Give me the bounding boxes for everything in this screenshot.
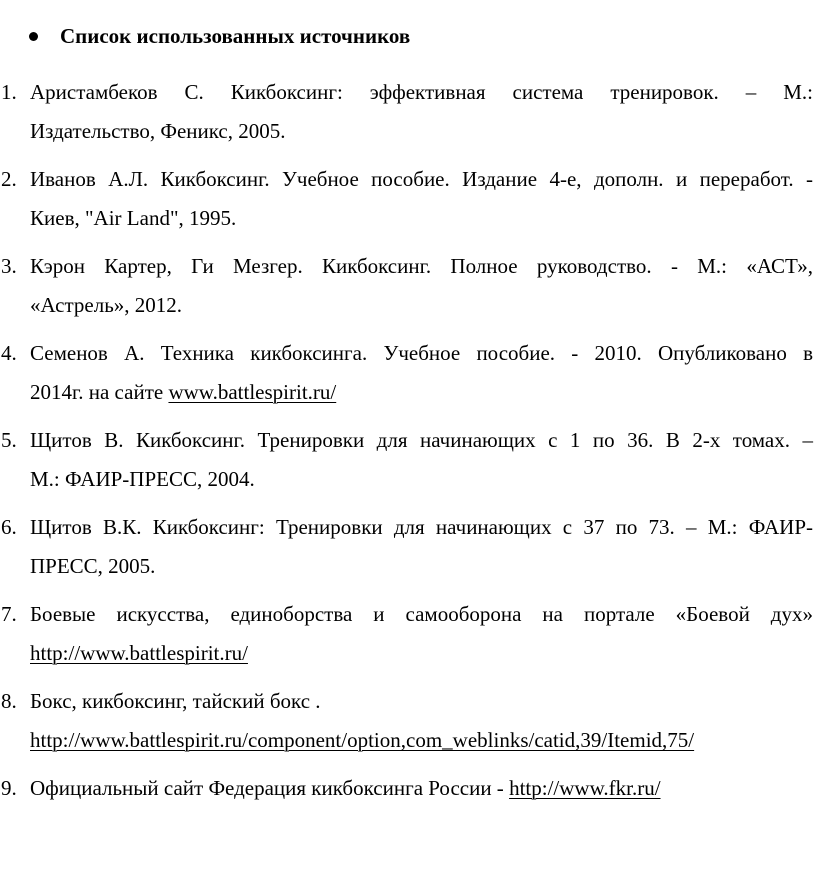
item-line: ПРЕСС, 2005. — [30, 554, 156, 578]
item-line: Киев, "Air Land", 1995. — [30, 206, 237, 230]
item-line: Кэрон Картер, Ги Мезгер. Кикбоксинг. Полное руководство. - М.: «АСТ», — [30, 254, 813, 278]
list-item — [0, 769, 816, 808]
item-text — [30, 334, 813, 412]
weblinks-link[interactable]: http://www.battlespirit.ru/component/option,com_weblinks/catid,39/Itemid,75/ — [30, 728, 695, 752]
item-text — [30, 682, 813, 760]
item-number: 6. — [1, 515, 17, 539]
item-number: 1. — [1, 80, 17, 104]
item-line: Иванов А.Л. Кикбоксинг. Учебное пособие. Издание 4-е, дополн. и переработ. - — [30, 167, 813, 191]
item-text — [30, 421, 813, 499]
item-number: 2. — [1, 167, 17, 191]
bullet-icon — [29, 32, 38, 41]
heading-text: Список использованных источников — [60, 24, 411, 48]
item-line: Издательство, Феникс, 2005. — [30, 119, 286, 143]
list-item — [0, 334, 816, 412]
item-number: 5. — [1, 428, 17, 452]
item-line — [30, 769, 813, 808]
item-text — [30, 595, 813, 673]
battlespirit-link[interactable]: www.battlespirit.ru/ — [168, 380, 337, 404]
fkr-link[interactable]: http://www.fkr.ru/ — [509, 776, 661, 800]
list-item — [0, 160, 816, 238]
battlespirit-link[interactable]: http://www.battlespirit.ru/ — [30, 641, 248, 665]
list-item — [0, 421, 816, 499]
item-line — [30, 634, 813, 673]
item-line: М.: ФАИР-ПРЕСС, 2004. — [30, 467, 255, 491]
item-line: Щитов В. Кикбоксинг. Тренировки для начинающих с 1 по 36. В 2-х томах. – — [30, 428, 813, 452]
list-item — [0, 682, 816, 760]
section-heading — [29, 20, 410, 52]
item-text — [30, 247, 813, 325]
item-text — [30, 769, 813, 808]
list-item — [0, 247, 816, 325]
item-line — [30, 373, 813, 412]
item-text — [30, 160, 813, 238]
list-item — [0, 73, 816, 151]
item-number: 8. — [1, 689, 17, 713]
item-line — [30, 721, 813, 760]
item-line: Семенов А. Техника кикбоксинга. Учебное пособие. - 2010. Опубликовано в — [30, 341, 813, 365]
item-text — [30, 508, 813, 586]
item-line: «Астрель», 2012. — [30, 293, 183, 317]
list-item — [0, 595, 816, 673]
item-line-text: Официальный сайт Федерация кикбоксинга России - — [30, 776, 510, 800]
item-number: 3. — [1, 254, 17, 278]
item-text — [30, 73, 813, 151]
item-line: Щитов В.К. Кикбоксинг: Тренировки для начинающих с 37 по 73. – М.: ФАИР- — [30, 515, 813, 539]
item-number: 4. — [1, 341, 17, 365]
item-number: 7. — [1, 602, 17, 626]
bibliography-list — [0, 73, 816, 817]
item-line: Боевые искусства, единоборства и самооборона на портале «Боевой дух» — [30, 602, 813, 626]
item-number: 9. — [1, 776, 17, 800]
list-item — [0, 508, 816, 586]
item-line-text: 2014г. на сайте — [30, 380, 169, 404]
item-line: Бокс, кикбоксинг, тайский бокс . — [30, 689, 321, 713]
item-line: Аристамбеков С. Кикбоксинг: эффективная система тренировок. – М.: — [30, 80, 813, 104]
